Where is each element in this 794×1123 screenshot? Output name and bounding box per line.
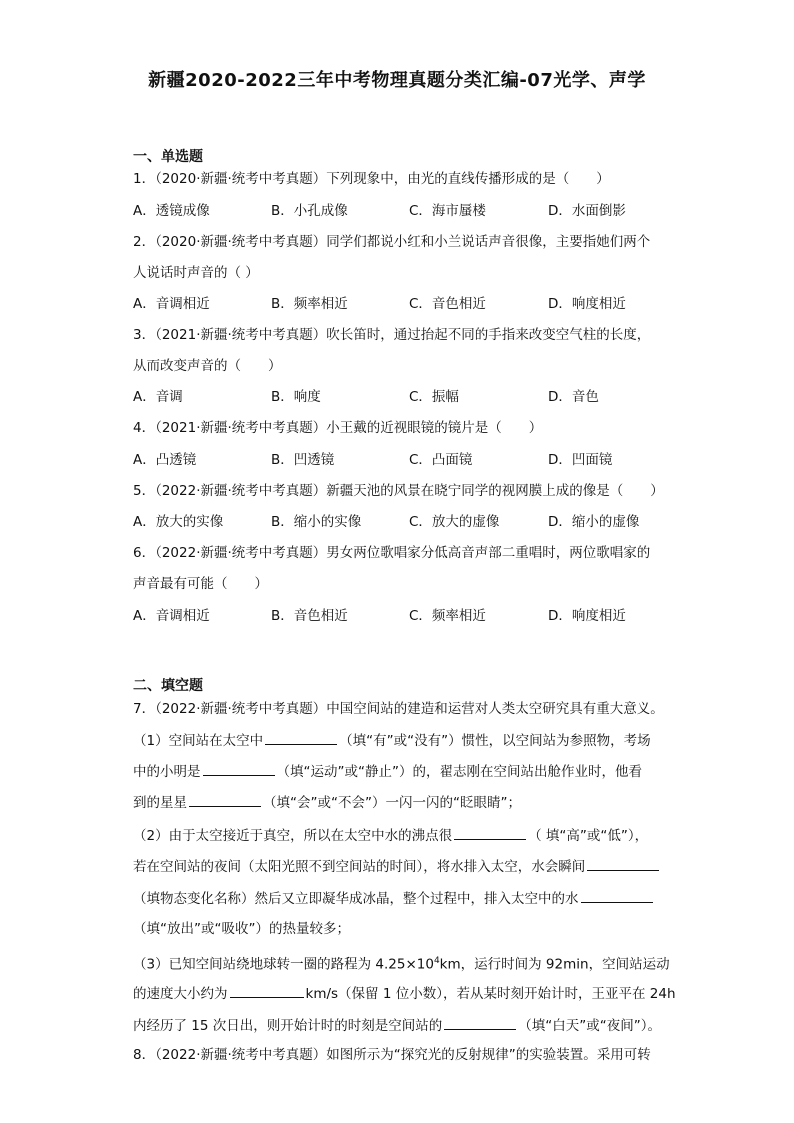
- question-3-option-a: A．音调: [133, 389, 183, 405]
- text-segment: 的速度大小约为: [133, 986, 228, 1002]
- answer-blank-7[interactable]: [230, 983, 304, 998]
- question-7-part1-line3: [133, 792, 521, 813]
- question-6-stem-line1: 6．（2022·新疆·统考中考真题）男女两位歌唱家分低高音声部二重唱时，两位歌唱家的: [133, 545, 651, 561]
- question-5-option-b: B．缩小的实像: [271, 514, 362, 530]
- question-6-stem-line2: 声音最有可能（ ）: [133, 576, 268, 592]
- question-4-option-c: C．凸面镜: [409, 452, 473, 468]
- question-7-stem: 7．（2022·新疆·统考中考真题）中国空间站的建造和运营对人类太空研究具有重大意义。: [133, 701, 664, 717]
- question-1-option-b: B．小孔成像: [271, 203, 348, 219]
- text-segment: 若在空间站的夜间（太阳光照不到空间站的时间），将水排入太空，水会瞬间: [133, 859, 586, 875]
- text-segment: （2）由于太空接近于真空，所以在太空中水的沸点很: [133, 828, 453, 844]
- exponent: 4: [433, 956, 440, 966]
- question-3-stem-line1: 3．（2021·新疆·统考中考真题）吹长笛时，通过抬起不同的手指来改变空气柱的长度，: [133, 327, 651, 343]
- question-1-option-c: C．海市蜃楼: [409, 203, 486, 219]
- page-title: 新疆2020-2022三年中考物理真题分类汇编-07光学、声学: [148, 70, 646, 91]
- question-2-stem-line1: 2．（2020·新疆·统考中考真题）同学们都说小红和小兰说话声音很像，主要指她们两个: [133, 234, 651, 250]
- question-7-part2-line4: （填“放出”或“吸收”）的热量较多；: [133, 921, 350, 937]
- text-segment: （ 填“高”或“低”），: [528, 828, 649, 844]
- question-2-option-c: C．音色相近: [409, 296, 486, 312]
- question-1-stem: 1．（2020·新疆·统考中考真题）下列现象中，由光的直线传播形成的是（ ）: [133, 171, 610, 187]
- question-2-option-d: D．响度相近: [548, 296, 626, 312]
- question-6-option-a: A．音调相近: [133, 608, 210, 624]
- question-1-option-d: D．水面倒影: [548, 203, 626, 219]
- question-7-part3-line1: [133, 951, 670, 975]
- question-2-option-a: A．音调相近: [133, 296, 210, 312]
- question-5-stem: 5．（2022·新疆·统考中考真题）新疆天池的风景在晓宁同学的视网膜上成的像是（ ）: [133, 483, 664, 499]
- question-4-option-d: D．凹面镜: [548, 452, 613, 468]
- question-3-option-c: C．振幅: [409, 389, 459, 405]
- question-7-part2-line3: [133, 888, 655, 909]
- question-6-option-c: C．频率相近: [409, 608, 486, 624]
- question-3-option-d: D．音色: [548, 389, 599, 405]
- question-5-option-d: D．缩小的虚像: [548, 514, 640, 530]
- question-7-part2-line1: [133, 825, 648, 846]
- text-segment: 内经历了 15 次日出，则开始计时的时刻是空间站的: [133, 1018, 443, 1034]
- section-heading-single-choice: 一、单选题: [133, 149, 203, 165]
- question-3-stem-line2: 从而改变声音的（ ）: [133, 358, 282, 374]
- answer-blank-4[interactable]: [454, 825, 526, 840]
- answer-blank-8[interactable]: [444, 1015, 516, 1030]
- answer-blank-5[interactable]: [587, 856, 659, 871]
- text-segment: km/s（保留 1 位小数），若从某时刻开始计时，王亚平在 24h: [305, 986, 676, 1002]
- section-heading-fill-blank: 二、填空题: [133, 678, 203, 694]
- question-7-part3-line2: [133, 983, 676, 1004]
- text-segment: （1）空间站在太空中: [133, 733, 264, 749]
- answer-blank-3[interactable]: [189, 792, 261, 807]
- text-segment: （填物态变化名称）然后又立即凝华成冰晶，整个过程中，排入太空中的水: [133, 891, 579, 907]
- text-segment: 中的小明是: [133, 764, 201, 780]
- text-segment: 到的星星: [133, 795, 187, 811]
- answer-blank-2[interactable]: [203, 761, 275, 776]
- text-segment: （填“会”或“不会”）一闪一闪的“眨眼睛”；: [263, 795, 521, 811]
- question-7-part1-line2: [133, 761, 642, 782]
- text-segment: （填“白天”或“夜间”）。: [518, 1018, 661, 1034]
- text-segment: （填“有”或“没有”）惯性，以空间站为参照物，考场: [339, 733, 651, 749]
- question-4-option-a: A．凸透镜: [133, 452, 197, 468]
- question-5-option-a: A．放大的实像: [133, 514, 224, 530]
- question-5-option-c: C．放大的虚像: [409, 514, 500, 530]
- question-4-stem: 4．（2021·新疆·统考中考真题）小王戴的近视眼镜的镜片是（ ）: [133, 420, 543, 436]
- question-7-part2-line2: [133, 856, 661, 877]
- question-8-stem: 8．（2022·新疆·统考中考真题）如图所示为“探究光的反射规律”的实验装置。采用可转: [133, 1047, 651, 1063]
- question-7-part1-line1: [133, 730, 651, 751]
- question-7-part3-line3: [133, 1015, 661, 1036]
- question-4-option-b: B．凹透镜: [271, 452, 335, 468]
- question-2-option-b: B．频率相近: [271, 296, 348, 312]
- question-2-stem-line2: 人说话时声音的（ ）: [133, 265, 259, 281]
- question-6-option-d: D．响度相近: [548, 608, 626, 624]
- answer-blank-1[interactable]: [265, 730, 337, 745]
- text-segment: （填“运动”或“静止”）的，翟志刚在空间站出舱作业时，他看: [276, 764, 642, 780]
- answer-blank-6[interactable]: [581, 888, 653, 903]
- question-1-option-a: A．透镜成像: [133, 203, 210, 219]
- question-6-option-b: B．音色相近: [271, 608, 348, 624]
- text-segment: km，运行时间为 92min，空间站运动: [439, 956, 670, 973]
- question-3-option-b: B．响度: [271, 389, 321, 405]
- text-segment: （3）已知空间站绕地球转一圈的路程为 4.25×10: [133, 956, 434, 973]
